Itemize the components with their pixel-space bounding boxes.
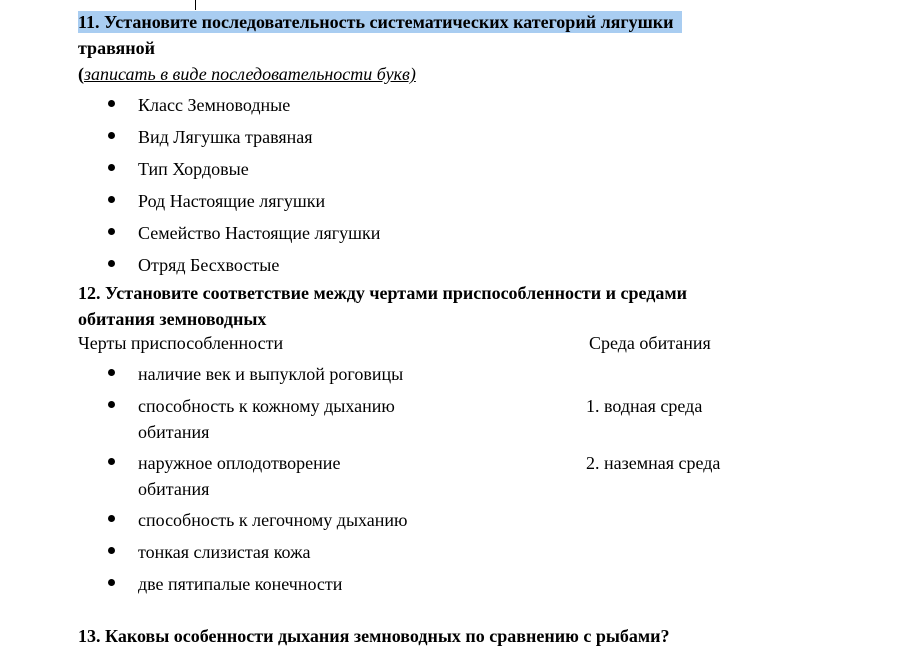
q11-item-3: Тип Хордовые [138, 159, 249, 179]
q11-title-line2: травяной [78, 38, 156, 58]
q12-col-left-header: Черты приспособленности [78, 333, 284, 353]
q12-title-line2: обитания земноводных [78, 309, 267, 329]
q12-item-5: тонкая слизистая кожа [138, 542, 311, 562]
q12-col-right-header: Среда обитания [589, 333, 711, 353]
bullet-icon [108, 132, 115, 139]
bullet-icon [108, 515, 115, 522]
q12-item-2: способность к кожному дыханию [138, 396, 395, 416]
bullet-icon [108, 196, 115, 203]
bullet-icon [108, 547, 115, 554]
q12-item-4: способность к легочному дыханию [138, 510, 408, 530]
bullet-icon [108, 401, 115, 408]
q12-item-6: две пятипалые конечности [138, 574, 343, 594]
q12-item-1: наличие век и выпуклой роговицы [138, 364, 404, 384]
q11-instruction [78, 63, 416, 85]
q12-title-line1: 12. Установите соответствие между чертами приспособленности и средами [78, 283, 688, 303]
q11-paren-open: ( [78, 64, 84, 84]
q11-item-1: Класс Земноводные [138, 95, 291, 115]
q12-item-3: наружное оплодотворение [138, 453, 341, 473]
q13-title: 13. Каковы особенности дыхания земноводных по сравнению с рыбами? [78, 626, 670, 646]
q12-option-2: 2. наземная среда [586, 453, 721, 473]
bullet-icon [108, 369, 115, 376]
bullet-icon [108, 458, 115, 465]
q11-item-6: Отряд Бесхвостые [138, 255, 280, 275]
q11-item-2: Вид Лягушка травяная [138, 127, 313, 147]
bullet-icon [108, 100, 115, 107]
q12-option-1: 1. водная среда [586, 396, 703, 416]
bullet-icon [108, 228, 115, 235]
q11-item-5: Семейство Настоящие лягушки [138, 223, 381, 243]
q11-title-line1[interactable]: 11. Установите последовательность систематических категорий лягушки [78, 11, 682, 33]
bullet-icon [108, 260, 115, 267]
bullet-icon [108, 579, 115, 586]
q11-item-4: Род Настоящие лягушки [138, 191, 326, 211]
q12-item-2-cont: обитания [138, 422, 210, 442]
q12-item-3-cont: обитания [138, 479, 210, 499]
bullet-icon [108, 164, 115, 171]
q11-instruction-text: записать в виде последовательности букв) [84, 64, 416, 84]
text-cursor [195, 0, 196, 10]
